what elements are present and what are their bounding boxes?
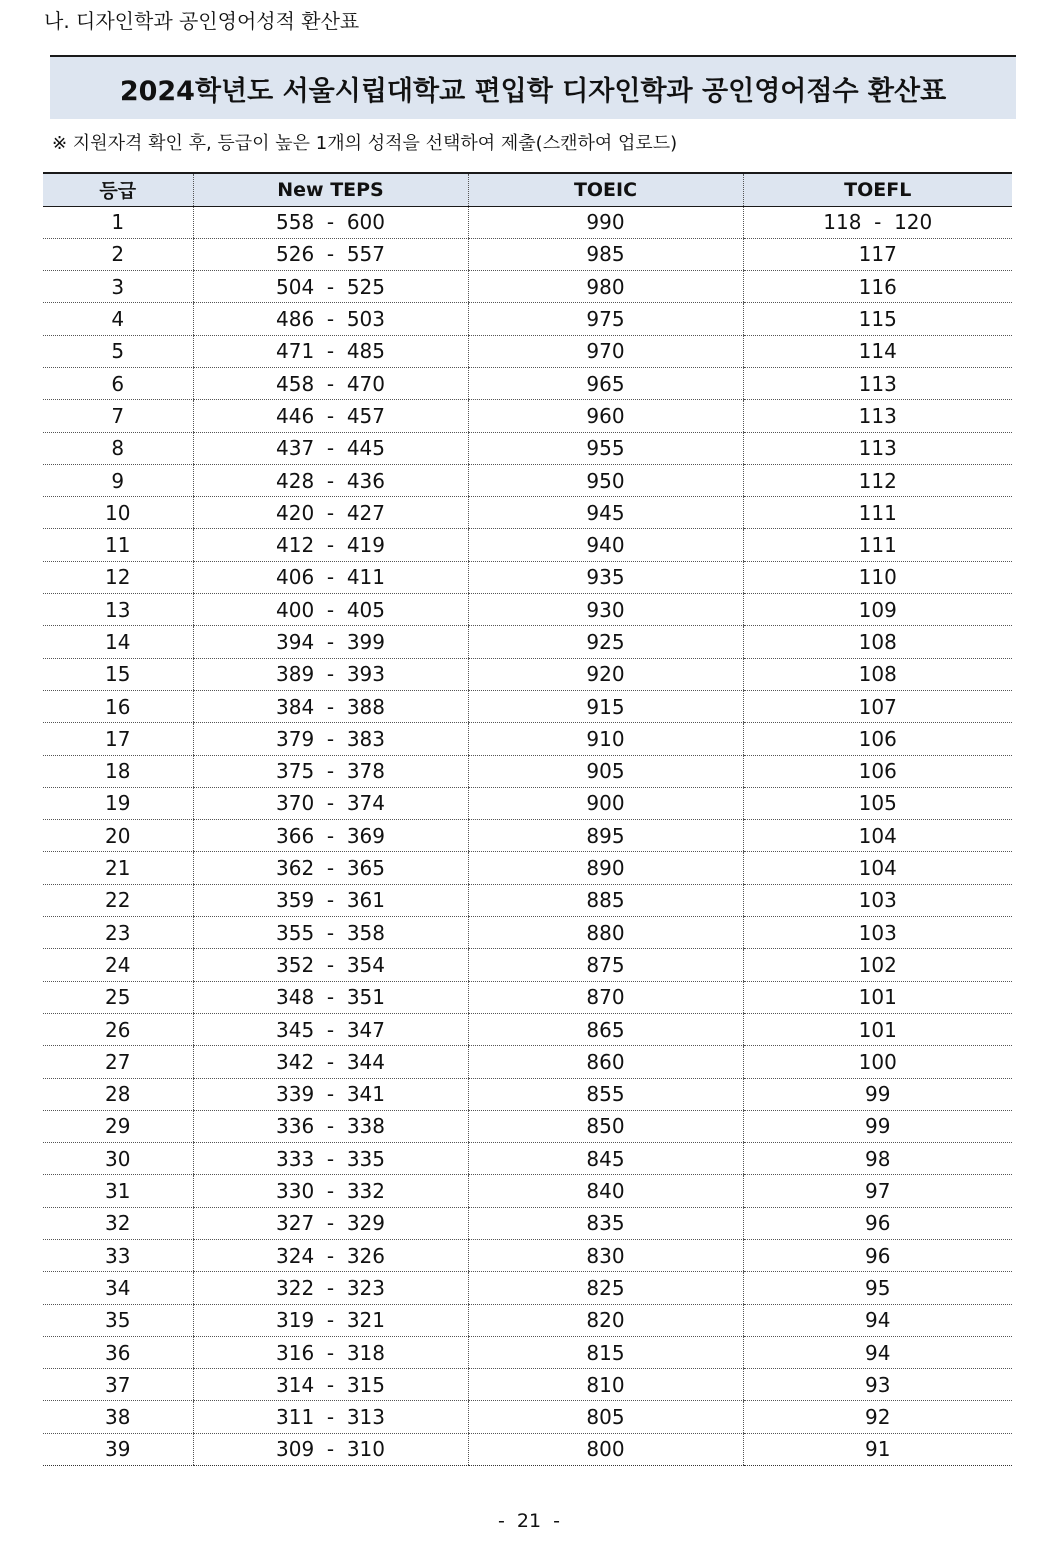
cell-grade: 14 (43, 626, 193, 658)
cell-toefl: 107 (743, 690, 1012, 722)
cell-new-teps: 558 - 600 (193, 206, 468, 238)
cell-toefl: 113 (743, 432, 1012, 464)
cell-toefl: 115 (743, 303, 1012, 335)
cell-grade: 33 (43, 1240, 193, 1272)
cell-grade: 31 (43, 1175, 193, 1207)
header-toeic: TOEIC (468, 173, 743, 206)
table-row (43, 1207, 1012, 1239)
cell-toeic: 805 (468, 1401, 743, 1433)
table-row (43, 529, 1012, 561)
cell-toeic: 900 (468, 787, 743, 819)
page-title: 2024학년도 서울시립대학교 편입학 디자인학과 공인영어점수 환산표 (119, 75, 947, 107)
cell-toeic: 810 (468, 1369, 743, 1401)
cell-grade: 22 (43, 884, 193, 916)
table-row (43, 1336, 1012, 1368)
cell-grade: 26 (43, 1013, 193, 1045)
cell-toeic: 970 (468, 335, 743, 367)
cell-grade: 7 (43, 400, 193, 432)
cell-toeic: 985 (468, 238, 743, 270)
cell-new-teps: 359 - 361 (193, 884, 468, 916)
cell-toefl: 111 (743, 529, 1012, 561)
cell-toefl: 111 (743, 497, 1012, 529)
table-row (43, 626, 1012, 658)
cell-toeic: 915 (468, 690, 743, 722)
cell-new-teps: 327 - 329 (193, 1207, 468, 1239)
cell-toefl: 92 (743, 1401, 1012, 1433)
table-row (43, 367, 1012, 399)
cell-toefl: 118 - 120 (743, 206, 1012, 238)
cell-toefl: 116 (743, 271, 1012, 303)
cell-grade: 35 (43, 1304, 193, 1336)
table-row (43, 335, 1012, 367)
table-row (43, 1110, 1012, 1142)
cell-new-teps: 526 - 557 (193, 238, 468, 270)
cell-toeic: 860 (468, 1046, 743, 1078)
cell-grade: 28 (43, 1078, 193, 1110)
cell-new-teps: 384 - 388 (193, 690, 468, 722)
cell-new-teps: 345 - 347 (193, 1013, 468, 1045)
selection-note: ※ 지원자격 확인 후, 등급이 높은 1개의 성적을 선택하여 제출(스캔하여 업로드) (52, 133, 678, 154)
cell-grade: 24 (43, 949, 193, 981)
cell-toeic: 815 (468, 1336, 743, 1368)
cell-new-teps: 437 - 445 (193, 432, 468, 464)
cell-toefl: 108 (743, 658, 1012, 690)
cell-toefl: 97 (743, 1175, 1012, 1207)
cell-toeic: 990 (468, 206, 743, 238)
cell-new-teps: 379 - 383 (193, 723, 468, 755)
cell-new-teps: 362 - 365 (193, 852, 468, 884)
table-row (43, 1240, 1012, 1272)
table-row (43, 1175, 1012, 1207)
cell-toeic: 895 (468, 820, 743, 852)
table-row (43, 1013, 1012, 1045)
score-conversion-table (43, 172, 1012, 1466)
cell-new-teps: 412 - 419 (193, 529, 468, 561)
cell-grade: 6 (43, 367, 193, 399)
cell-toefl: 105 (743, 787, 1012, 819)
cell-toefl: 109 (743, 594, 1012, 626)
table-row (43, 949, 1012, 981)
cell-toeic: 870 (468, 981, 743, 1013)
cell-grade: 19 (43, 787, 193, 819)
cell-new-teps: 446 - 457 (193, 400, 468, 432)
cell-grade: 29 (43, 1110, 193, 1142)
cell-toeic: 855 (468, 1078, 743, 1110)
cell-toefl: 101 (743, 1013, 1012, 1045)
cell-new-teps: 316 - 318 (193, 1336, 468, 1368)
cell-toefl: 103 (743, 884, 1012, 916)
cell-toeic: 880 (468, 917, 743, 949)
cell-toefl: 112 (743, 464, 1012, 496)
cell-new-teps: 389 - 393 (193, 658, 468, 690)
cell-grade: 11 (43, 529, 193, 561)
cell-new-teps: 319 - 321 (193, 1304, 468, 1336)
cell-grade: 36 (43, 1336, 193, 1368)
cell-toefl: 96 (743, 1240, 1012, 1272)
table-row (43, 1143, 1012, 1175)
cell-toefl: 99 (743, 1110, 1012, 1142)
cell-toeic: 905 (468, 755, 743, 787)
cell-new-teps: 309 - 310 (193, 1433, 468, 1465)
cell-toeic: 950 (468, 464, 743, 496)
cell-toefl: 99 (743, 1078, 1012, 1110)
cell-new-teps: 352 - 354 (193, 949, 468, 981)
table-row (43, 238, 1012, 270)
table-row (43, 787, 1012, 819)
cell-toeic: 925 (468, 626, 743, 658)
cell-new-teps: 471 - 485 (193, 335, 468, 367)
cell-new-teps: 311 - 313 (193, 1401, 468, 1433)
cell-grade: 12 (43, 561, 193, 593)
cell-toefl: 93 (743, 1369, 1012, 1401)
cell-toefl: 98 (743, 1143, 1012, 1175)
table-row (43, 755, 1012, 787)
cell-new-teps: 406 - 411 (193, 561, 468, 593)
table-row (43, 1369, 1012, 1401)
cell-grade: 3 (43, 271, 193, 303)
cell-toefl: 117 (743, 238, 1012, 270)
cell-grade: 23 (43, 917, 193, 949)
cell-toefl: 102 (743, 949, 1012, 981)
cell-toefl: 113 (743, 367, 1012, 399)
table-row (43, 658, 1012, 690)
cell-new-teps: 342 - 344 (193, 1046, 468, 1078)
cell-toeic: 830 (468, 1240, 743, 1272)
cell-grade: 10 (43, 497, 193, 529)
table-row (43, 594, 1012, 626)
cell-grade: 25 (43, 981, 193, 1013)
table-row (43, 206, 1012, 238)
table-row (43, 1433, 1012, 1465)
cell-new-teps: 428 - 436 (193, 464, 468, 496)
cell-toefl: 103 (743, 917, 1012, 949)
cell-grade: 39 (43, 1433, 193, 1465)
table-row (43, 981, 1012, 1013)
cell-toefl: 108 (743, 626, 1012, 658)
cell-toeic: 800 (468, 1433, 743, 1465)
table-row (43, 432, 1012, 464)
table-row (43, 723, 1012, 755)
cell-toefl: 96 (743, 1207, 1012, 1239)
cell-toeic: 965 (468, 367, 743, 399)
cell-new-teps: 348 - 351 (193, 981, 468, 1013)
cell-toefl: 104 (743, 852, 1012, 884)
cell-toefl: 110 (743, 561, 1012, 593)
cell-new-teps: 355 - 358 (193, 917, 468, 949)
cell-toefl: 106 (743, 723, 1012, 755)
cell-toefl: 114 (743, 335, 1012, 367)
table-row (43, 497, 1012, 529)
cell-toeic: 875 (468, 949, 743, 981)
cell-toeic: 840 (468, 1175, 743, 1207)
table-row (43, 690, 1012, 722)
cell-toefl: 94 (743, 1304, 1012, 1336)
table-row (43, 1401, 1012, 1433)
cell-new-teps: 400 - 405 (193, 594, 468, 626)
cell-grade: 1 (43, 206, 193, 238)
cell-grade: 13 (43, 594, 193, 626)
header-grade: 등급 (43, 173, 193, 206)
cell-new-teps: 370 - 374 (193, 787, 468, 819)
header-toefl: TOEFL (743, 173, 1012, 206)
cell-new-teps: 394 - 399 (193, 626, 468, 658)
cell-new-teps: 486 - 503 (193, 303, 468, 335)
cell-toefl: 95 (743, 1272, 1012, 1304)
table-header-row (43, 173, 1012, 206)
cell-toeic: 975 (468, 303, 743, 335)
table-row (43, 303, 1012, 335)
cell-new-teps: 375 - 378 (193, 755, 468, 787)
cell-toefl: 106 (743, 755, 1012, 787)
cell-toefl: 100 (743, 1046, 1012, 1078)
header-new-teps: New TEPS (193, 173, 468, 206)
table-row (43, 1272, 1012, 1304)
table-row (43, 884, 1012, 916)
table-row (43, 820, 1012, 852)
cell-grade: 16 (43, 690, 193, 722)
cell-grade: 9 (43, 464, 193, 496)
cell-toefl: 104 (743, 820, 1012, 852)
cell-toeic: 945 (468, 497, 743, 529)
cell-toefl: 94 (743, 1336, 1012, 1368)
cell-toeic: 955 (468, 432, 743, 464)
cell-grade: 5 (43, 335, 193, 367)
table-row (43, 917, 1012, 949)
cell-grade: 30 (43, 1143, 193, 1175)
cell-new-teps: 336 - 338 (193, 1110, 468, 1142)
cell-grade: 32 (43, 1207, 193, 1239)
table-row (43, 561, 1012, 593)
cell-toeic: 960 (468, 400, 743, 432)
cell-grade: 18 (43, 755, 193, 787)
cell-new-teps: 420 - 427 (193, 497, 468, 529)
section-heading: 나. 디자인학과 공인영어성적 환산표 (44, 9, 360, 33)
page-number: - 21 - (497, 1510, 561, 1532)
cell-toeic: 935 (468, 561, 743, 593)
cell-toefl: 113 (743, 400, 1012, 432)
cell-toeic: 820 (468, 1304, 743, 1336)
cell-grade: 15 (43, 658, 193, 690)
cell-toeic: 920 (468, 658, 743, 690)
cell-grade: 38 (43, 1401, 193, 1433)
cell-toeic: 850 (468, 1110, 743, 1142)
cell-new-teps: 322 - 323 (193, 1272, 468, 1304)
table-row (43, 400, 1012, 432)
cell-grade: 20 (43, 820, 193, 852)
cell-toeic: 910 (468, 723, 743, 755)
cell-toefl: 91 (743, 1433, 1012, 1465)
cell-toeic: 980 (468, 271, 743, 303)
cell-grade: 4 (43, 303, 193, 335)
cell-grade: 2 (43, 238, 193, 270)
table-row (43, 1304, 1012, 1336)
cell-new-teps: 458 - 470 (193, 367, 468, 399)
table-row (43, 852, 1012, 884)
cell-new-teps: 330 - 332 (193, 1175, 468, 1207)
cell-grade: 21 (43, 852, 193, 884)
cell-new-teps: 366 - 369 (193, 820, 468, 852)
cell-grade: 17 (43, 723, 193, 755)
title-banner (50, 55, 1016, 119)
cell-toeic: 835 (468, 1207, 743, 1239)
cell-new-teps: 314 - 315 (193, 1369, 468, 1401)
cell-toeic: 930 (468, 594, 743, 626)
table-row (43, 1078, 1012, 1110)
cell-new-teps: 339 - 341 (193, 1078, 468, 1110)
table-body (43, 206, 1012, 1466)
cell-new-teps: 333 - 335 (193, 1143, 468, 1175)
cell-grade: 37 (43, 1369, 193, 1401)
cell-toeic: 825 (468, 1272, 743, 1304)
cell-new-teps: 504 - 525 (193, 271, 468, 303)
table-row (43, 271, 1012, 303)
table-row (43, 464, 1012, 496)
cell-grade: 27 (43, 1046, 193, 1078)
cell-toeic: 865 (468, 1013, 743, 1045)
cell-toefl: 101 (743, 981, 1012, 1013)
table-row (43, 1046, 1012, 1078)
cell-grade: 8 (43, 432, 193, 464)
cell-toeic: 845 (468, 1143, 743, 1175)
cell-new-teps: 324 - 326 (193, 1240, 468, 1272)
cell-toeic: 885 (468, 884, 743, 916)
cell-toeic: 890 (468, 852, 743, 884)
cell-grade: 34 (43, 1272, 193, 1304)
cell-toeic: 940 (468, 529, 743, 561)
